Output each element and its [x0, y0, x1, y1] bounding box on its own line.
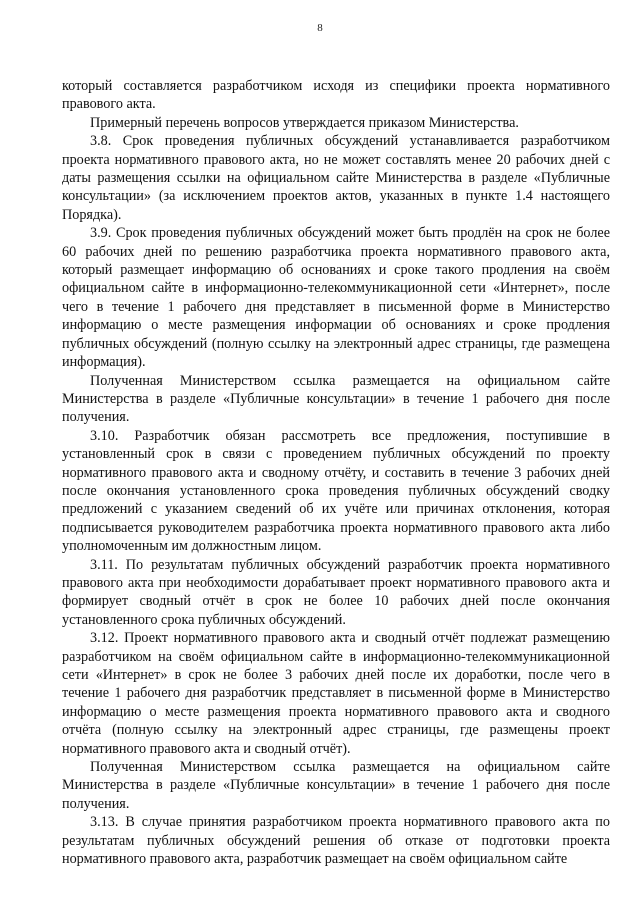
paragraph-3-8: 3.8. Срок проведения публичных обсуждений устанавливается разработчиком проекта нормативного правового акта, но не может составлять менее 20 рабочих дней с даты размещения ссылки на официальном сайте Министерства в разделе «Публичные консультации» (за исключением проектов актов, указанных в пункте 1.4 настоящего Порядка). [62, 133, 610, 223]
paragraph-3-12: 3.12. Проект нормативного правового акта и сводный отчёт подлежат размещению разработчиком на своём официальном сайте в информационно-телекоммуникационной сети «Интернет» в срок не более 3 рабочих дней после их доработки, после чего в течение 1 рабочего дня разработчик представляет в письменной форме в Министерство информацию о месте размещения проекта нормативного правового акта и сводного отчёта (полную ссылку на электронный адрес страницы, где размещены проект нормативного правового акта и сводный отчёт). [62, 630, 610, 757]
paragraph-3-11: 3.11. По результатам публичных обсуждений разработчик проекта нормативного правового акта при необходимости дорабатывает проект нормативного правового акта и формирует сводный отчёт в срок не более 10 рабочих дней после окончания установленного срока публичных обсуждений. [62, 556, 610, 628]
paragraph-3-13: 3.13. В случае принятия разработчиком проекта нормативного правового акта по результатам публичных обсуждений решения об отказе от подготовки проекта нормативного правового акта, разработчик размещает на своём официальном сайте [62, 814, 610, 868]
paragraph: который составляется разработчиком исходя из специфики проекта нормативного правового акта. [62, 78, 610, 113]
document-body [62, 77, 610, 868]
paragraph-3-10: 3.10. Разработчик обязан рассмотреть все предложения, поступившие в установленный срок в связи с проведением публичных обсуждений по проекту нормативного правового акта и сводному отчёту, и составить в течение 3 рабочих дней после окончания установленного срока проведения публичных обсуждений сводку предложений с указанием сведений об их учёте или причинах отклонения, которая подписывается руководителем разработчика проекта нормативного правового акта либо уполномоченным им должностным лицом. [62, 427, 610, 555]
paragraph-3-9: 3.9. Срок проведения публичных обсуждений может быть продлён на срок не более 60 рабочих дней по решению разработчика проекта нормативного правового акта, который размещает информацию об основаниях и сроке такого продления на своём официальном сайте в информационно-телекоммуникационной сети «Интернет», после чего в течение 1 рабочего дня представляет в письменной форме в Министерство информацию о месте размещения информации об основаниях и сроке продления публичных обсуждений (полную ссылку на электронный адрес страницы, где размещена информация). [62, 225, 610, 371]
paragraph: Полученная Министерством ссылка размещается на официальном сайте Министерства в разделе «Публичные консультации» в течение 1 рабочего дня после получения. [62, 372, 610, 426]
paragraph: Примерный перечень вопросов утверждается приказом Министерства. [90, 114, 519, 131]
page-number: 8 [317, 22, 323, 34]
paragraph: Полученная Министерством ссылка размещается на официальном сайте Министерства в разделе «Публичные консультации» в течение 1 рабочего дня после получения. [62, 759, 610, 812]
